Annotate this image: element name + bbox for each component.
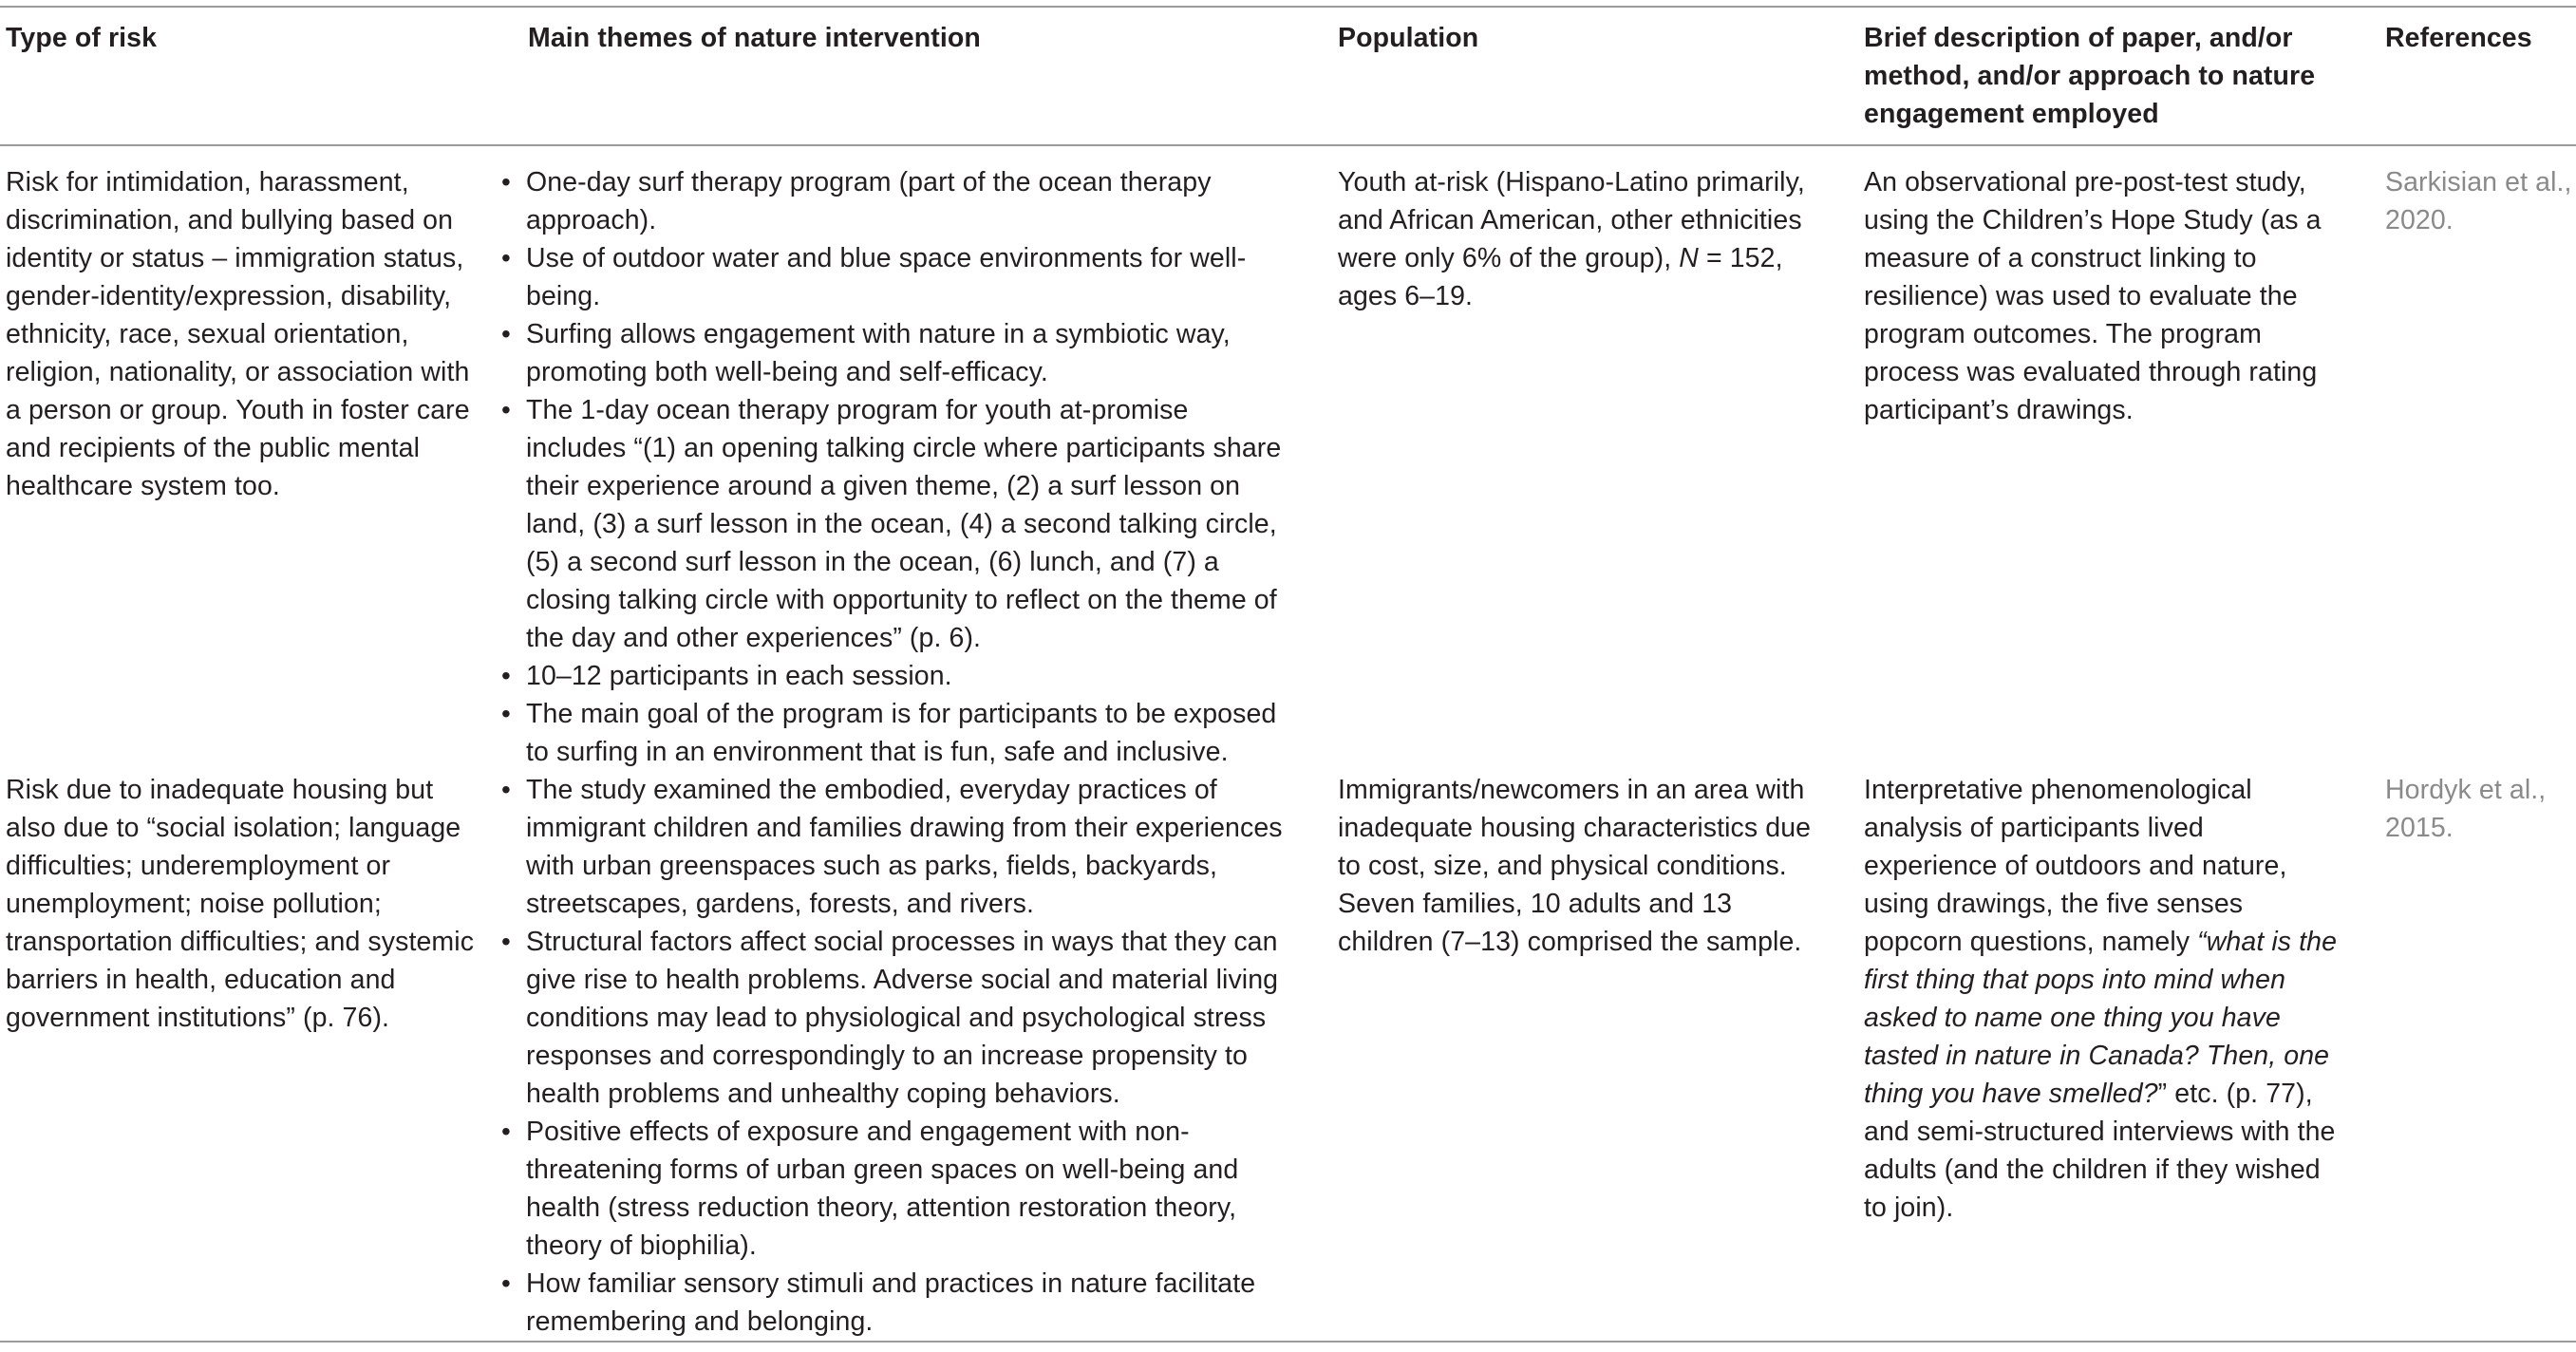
list-item: • Positive effects of exposure and engagement with non-threatening forms of urban green spaces on well-being and health (stress reduction theory, attention restoration theory, theory of biophilia).: [501, 1113, 1295, 1265]
list-item: • Surfing allows engagement with nature in a symbiotic way, promoting both well-being and self-efficacy.: [501, 315, 1295, 391]
list-item: • One-day surf therapy program (part of the ocean therapy approach).: [501, 163, 1295, 239]
header-population: Population: [1338, 23, 1479, 53]
header-description: Brief description of paper, and/or method, and/or approach to nature engagement employed: [1864, 23, 2316, 129]
row1-themes-list: [501, 163, 1295, 771]
top-rule: [0, 6, 2576, 8]
list-item: • The main goal of the program is for participants to be exposed to surfing in an environment that is fun, safe and inclusive.: [501, 695, 1295, 771]
header-rule: [0, 144, 2576, 146]
population-text: = 152, ages 6–19.: [1338, 243, 1783, 311]
row2-reference: Hordyk et al., 2015.: [2385, 775, 2547, 843]
description-quote: “what is the first thing that pops into mind when asked to name one thing you have tasted in nature in Canada? Then, one thing you have smelled?: [1864, 927, 2338, 1109]
list-item: • Structural factors affect social processes in ways that they can give rise to health problems. Adverse social and material living conditions may lead to physiological and psychological stress responses and correspondingly to an increase propensity to health problems and unhealthy coping behaviors.: [501, 923, 1295, 1113]
description-text: ” etc. (p. 77), and semi-structured interviews with the adults (and the children if they wished to join).: [1864, 1079, 2336, 1223]
population-text: Youth at-risk (Hispano-Latino primarily, and African American, other ethnicities were only 6% of the group),: [1338, 167, 1805, 273]
header-references: References: [2385, 23, 2532, 53]
population-n-symbol: N: [1679, 243, 1699, 273]
row2-population: Immigrants/newcomers in an area with inadequate housing characteristics due to cost, size, and physical conditions. Seven families, 10 adults and 13 children (7–13) comprised the sample.: [1338, 775, 1812, 957]
list-item: • The study examined the embodied, everyday practices of immigrant children and families drawing from their experiences with urban greenspaces such as parks, fields, backyards, streetscapes, gardens, forests, and rivers.: [501, 771, 1295, 923]
row1-reference: Sarkisian et al., 2020.: [2385, 167, 2572, 235]
row1-description: An observational pre-post-test study, using the Children’s Hope Study (as a measure of a construct linking to resilience) was used to evaluate the program outcomes. The program process was evaluated through rating participant’s drawings.: [1864, 167, 2322, 425]
list-item: • Use of outdoor water and blue space environments for well-being.: [501, 239, 1295, 315]
list-item: • The 1-day ocean therapy program for youth at-promise includes “(1) an opening talking circle where participants share their experience around a given theme, (2) a surf lesson on land, (3) a surf lesson in the ocean, (4) a second talking circle, (5) a second surf lesson in the ocean, (6) lunch, and (7) a closing talking circle with opportunity to reflect on the theme of the day and other experiences” (p. 6).: [501, 391, 1295, 657]
row1-type-of-risk: Risk for intimidation, harassment, discrimination, and bullying based on identity or status – immigration status, gender-identity/expression, disability, ethnicity, race, sexual orientation, religion, nationality, or association with a person or group. Youth in foster care and recipients of the public mental healthcare system too.: [6, 167, 470, 501]
row2-themes-list: [501, 771, 1295, 1341]
header-type-of-risk: Type of risk: [6, 23, 158, 53]
bottom-rule: [0, 1341, 2576, 1343]
row2-description: [1864, 771, 2339, 1227]
row2-type-of-risk: Risk due to inadequate housing but also due to “social isolation; language difficulties; underemployment or unemployment; noise pollution; transportation difficulties; and systemic barriers in health, education and government institutions” (p. 76).: [6, 775, 475, 1033]
row1-population: [1338, 163, 1813, 315]
header-main-themes: Main themes of nature intervention: [528, 23, 981, 53]
description-text: Interpretative phenomenological analysis of participants lived experience of outdoors and nature, using drawings, the five senses popcorn questions, namely: [1864, 775, 2287, 957]
list-item: • How familiar sensory stimuli and practices in nature facilitate remembering and belonging.: [501, 1265, 1295, 1341]
list-item: • 10–12 participants in each session.: [501, 657, 1295, 695]
